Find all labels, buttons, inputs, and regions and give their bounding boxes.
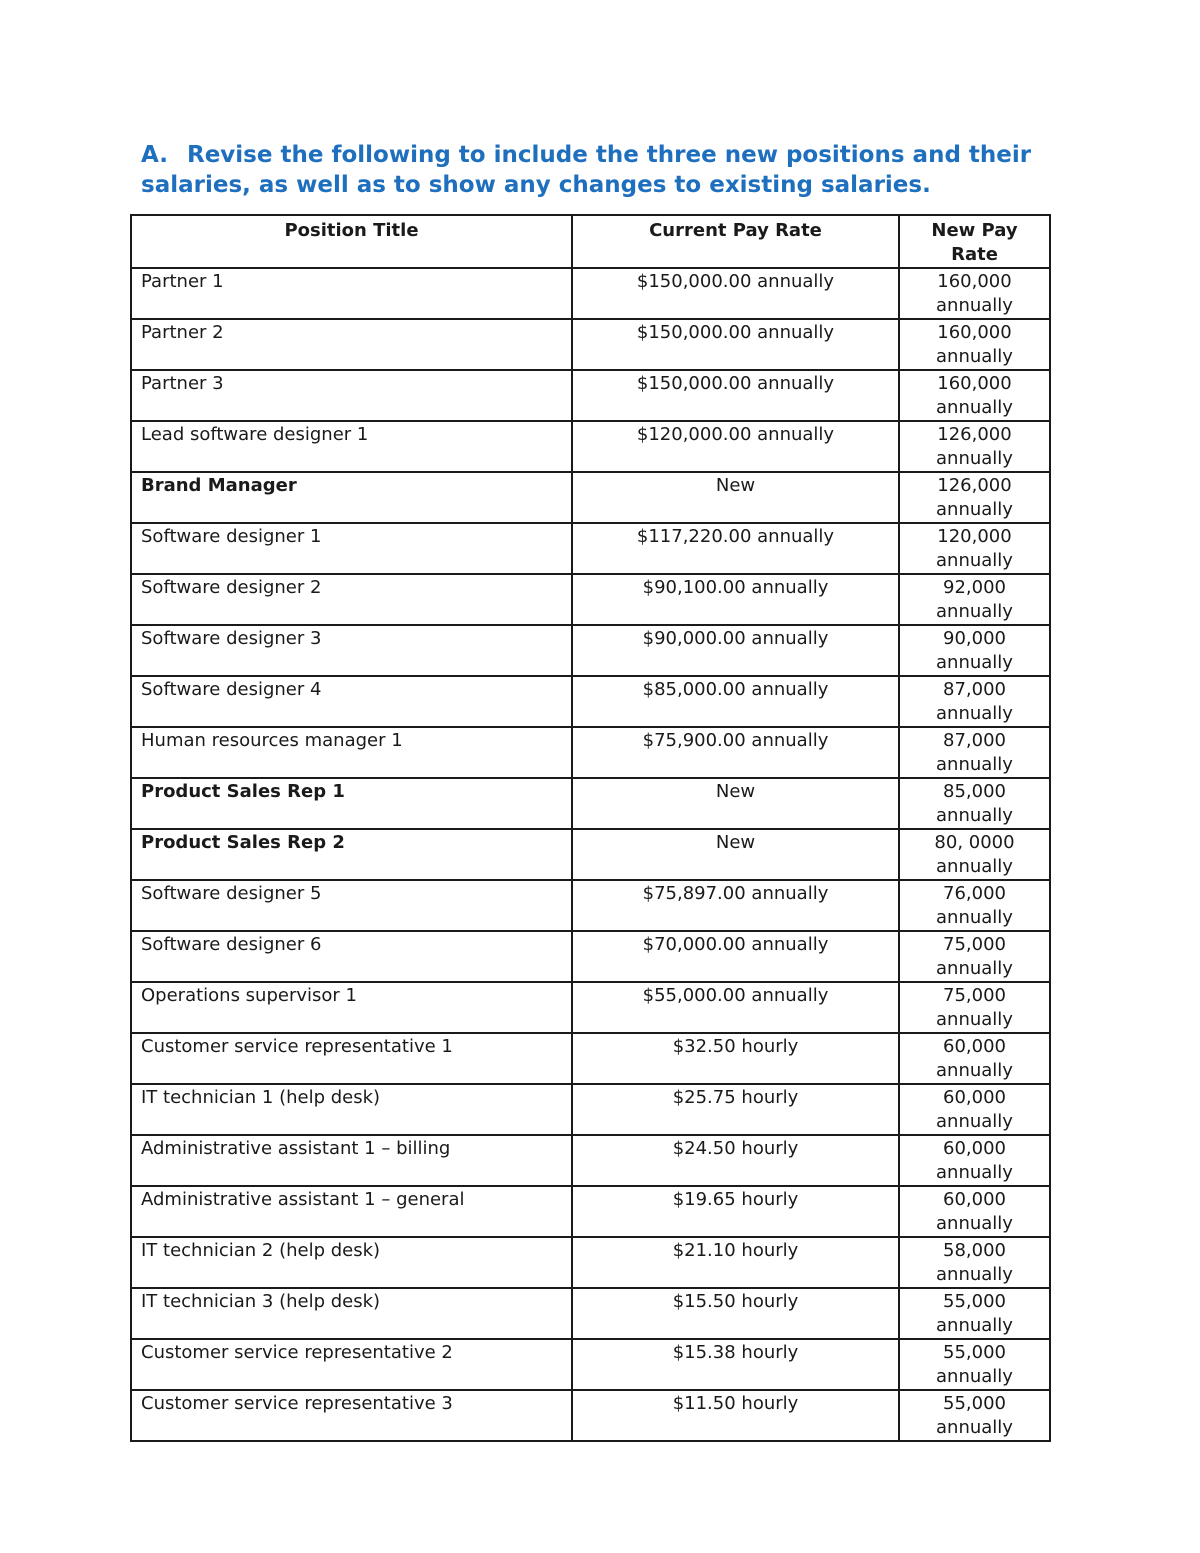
new-pay-rate-cell: 75,000 annually [899, 982, 1050, 1033]
current-pay-rate-cell: $117,220.00 annually [572, 523, 899, 574]
current-pay-rate-cell: $32.50 hourly [572, 1033, 899, 1084]
header-new-pay-rate: New Pay Rate [899, 215, 1050, 268]
table-row [131, 880, 1050, 931]
current-pay-rate-cell: $75,897.00 annually [572, 880, 899, 931]
current-pay-rate-cell: $75,900.00 annually [572, 727, 899, 778]
current-pay-rate-cell: $85,000.00 annually [572, 676, 899, 727]
table-header-row [131, 215, 1050, 268]
table-row [131, 574, 1050, 625]
table-row [131, 1186, 1050, 1237]
current-pay-rate-cell: $150,000.00 annually [572, 268, 899, 319]
position-title-cell: Lead software designer 1 [131, 421, 572, 472]
table-row [131, 1390, 1050, 1441]
table-row [131, 319, 1050, 370]
position-title-cell: Software designer 4 [131, 676, 572, 727]
current-pay-rate-cell: New [572, 829, 899, 880]
table-row [131, 982, 1050, 1033]
table-row [131, 421, 1050, 472]
current-pay-rate-cell: $15.38 hourly [572, 1339, 899, 1390]
table-row [131, 268, 1050, 319]
position-title-cell: Operations supervisor 1 [131, 982, 572, 1033]
position-title-cell: Human resources manager 1 [131, 727, 572, 778]
salary-table [130, 214, 1051, 1442]
new-pay-rate-cell: 80, 0000 annually [899, 829, 1050, 880]
new-pay-rate-cell: 85,000 annually [899, 778, 1050, 829]
position-title-cell: IT technician 2 (help desk) [131, 1237, 572, 1288]
new-pay-rate-cell: 55,000 annually [899, 1390, 1050, 1441]
position-title-cell: Customer service representative 1 [131, 1033, 572, 1084]
table-row [131, 1084, 1050, 1135]
new-pay-rate-cell: 160,000 annually [899, 319, 1050, 370]
table-row [131, 1237, 1050, 1288]
header-current-pay-rate: Current Pay Rate [572, 215, 899, 268]
heading-label: A. [141, 142, 168, 168]
table-row [131, 472, 1050, 523]
new-pay-rate-cell: 55,000 annually [899, 1288, 1050, 1339]
table-row [131, 1135, 1050, 1186]
new-pay-rate-cell: 160,000 annually [899, 370, 1050, 421]
position-title-cell: Software designer 6 [131, 931, 572, 982]
position-title-cell: IT technician 1 (help desk) [131, 1084, 572, 1135]
new-pay-rate-cell: 60,000 annually [899, 1084, 1050, 1135]
table-row [131, 931, 1050, 982]
new-pay-rate-cell: 58,000 annually [899, 1237, 1050, 1288]
table-row [131, 625, 1050, 676]
new-pay-rate-cell: 60,000 annually [899, 1135, 1050, 1186]
position-title-cell: Administrative assistant 1 – billing [131, 1135, 572, 1186]
current-pay-rate-cell: $15.50 hourly [572, 1288, 899, 1339]
current-pay-rate-cell: $25.75 hourly [572, 1084, 899, 1135]
current-pay-rate-cell: $70,000.00 annually [572, 931, 899, 982]
current-pay-rate-cell: $11.50 hourly [572, 1390, 899, 1441]
current-pay-rate-cell: $21.10 hourly [572, 1237, 899, 1288]
header-position-title: Position Title [131, 215, 572, 268]
current-pay-rate-cell: New [572, 472, 899, 523]
position-title-cell: Software designer 5 [131, 880, 572, 931]
position-title-cell: Software designer 3 [131, 625, 572, 676]
position-title-cell: Software designer 2 [131, 574, 572, 625]
table-row [131, 676, 1050, 727]
table-row [131, 727, 1050, 778]
new-pay-rate-cell: 76,000 annually [899, 880, 1050, 931]
new-pay-rate-cell: 126,000 annually [899, 472, 1050, 523]
position-title-cell: Administrative assistant 1 – general [131, 1186, 572, 1237]
new-pay-rate-cell: 120,000 annually [899, 523, 1050, 574]
new-pay-rate-cell: 92,000 annually [899, 574, 1050, 625]
position-title-cell: Customer service representative 2 [131, 1339, 572, 1390]
new-pay-rate-cell: 87,000 annually [899, 727, 1050, 778]
table-body [131, 268, 1050, 1441]
current-pay-rate-cell: $150,000.00 annually [572, 370, 899, 421]
table-row [131, 1339, 1050, 1390]
position-title-cell: IT technician 3 (help desk) [131, 1288, 572, 1339]
table-row [131, 1288, 1050, 1339]
new-pay-rate-cell: 126,000 annually [899, 421, 1050, 472]
current-pay-rate-cell: New [572, 778, 899, 829]
position-title-cell: Product Sales Rep 2 [131, 829, 572, 880]
position-title-cell: Product Sales Rep 1 [131, 778, 572, 829]
position-title-cell: Partner 1 [131, 268, 572, 319]
table-row [131, 778, 1050, 829]
new-pay-rate-cell: 60,000 annually [899, 1033, 1050, 1084]
heading-text: Revise the following to include the three new positions and their salaries, as well as to show any changes to existing salaries. [141, 142, 1032, 198]
new-pay-rate-cell: 90,000 annually [899, 625, 1050, 676]
table-row [131, 1033, 1050, 1084]
new-pay-rate-cell: 160,000 annually [899, 268, 1050, 319]
table-row [131, 523, 1050, 574]
current-pay-rate-cell: $90,000.00 annually [572, 625, 899, 676]
table-row [131, 370, 1050, 421]
current-pay-rate-cell: $19.65 hourly [572, 1186, 899, 1237]
section-heading [141, 140, 1071, 200]
new-pay-rate-cell: 87,000 annually [899, 676, 1050, 727]
new-pay-rate-cell: 55,000 annually [899, 1339, 1050, 1390]
position-title-cell: Brand Manager [131, 472, 572, 523]
position-title-cell: Software designer 1 [131, 523, 572, 574]
new-pay-rate-cell: 75,000 annually [899, 931, 1050, 982]
position-title-cell: Customer service representative 3 [131, 1390, 572, 1441]
table-row [131, 829, 1050, 880]
current-pay-rate-cell: $24.50 hourly [572, 1135, 899, 1186]
position-title-cell: Partner 2 [131, 319, 572, 370]
new-pay-rate-cell: 60,000 annually [899, 1186, 1050, 1237]
position-title-cell: Partner 3 [131, 370, 572, 421]
current-pay-rate-cell: $150,000.00 annually [572, 319, 899, 370]
current-pay-rate-cell: $55,000.00 annually [572, 982, 899, 1033]
current-pay-rate-cell: $120,000.00 annually [572, 421, 899, 472]
current-pay-rate-cell: $90,100.00 annually [572, 574, 899, 625]
